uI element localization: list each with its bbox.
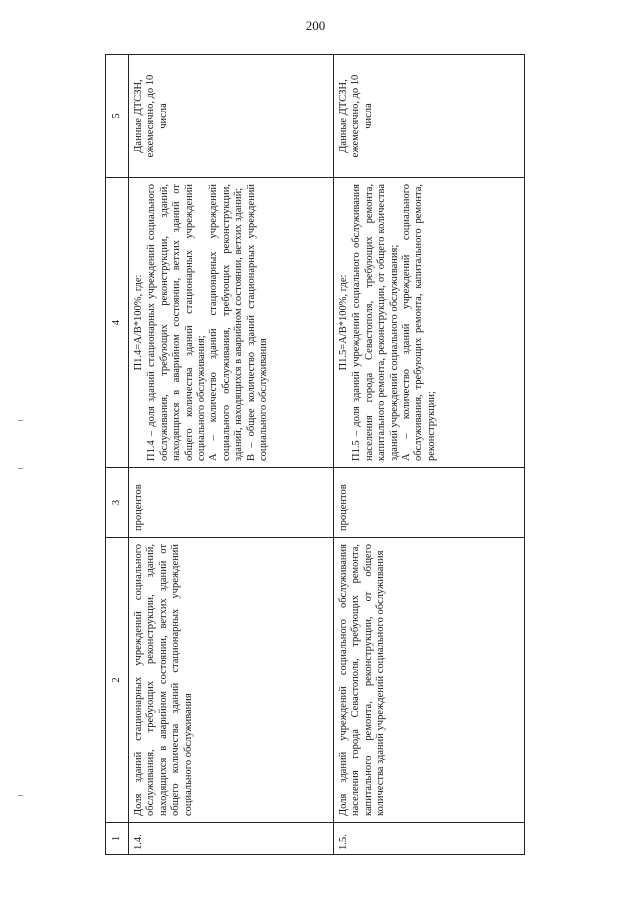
row-number: 1.5.: [334, 823, 525, 855]
formula: П1.4=А/В*100%, где:: [133, 274, 144, 371]
indicator-formula-cell: [129, 178, 334, 468]
formula-description: А – количество зданий учреждений социального обслуживания, требующих ремонта, капитального ремонта, реконструкции;: [401, 184, 437, 461]
indicators-table: [105, 54, 525, 855]
header-col-1: 1: [106, 823, 129, 855]
header-col-3: 3: [106, 468, 129, 538]
page-number: 200: [305, 18, 326, 33]
table-row: [129, 55, 334, 855]
data-source: Данные ДТСЗН, ежемесячно, до 10 числа: [129, 55, 334, 178]
scan-margin-mark: [18, 468, 23, 469]
header-col-4: 4: [106, 178, 129, 468]
indicator-name: Доля зданий стационарных учреждений социального обслуживания, требующих реконструкции, зданий, находящихся в аварийном состоянии, ветхих зданий от общего количества зданий стационарных учреждений социального обслуживания: [129, 538, 334, 823]
formula-description: В – общее количество зданий стационарных учреждений социального обслуживания: [245, 184, 270, 461]
row-number: 1.4.: [129, 823, 334, 855]
formula-description: П1.5 – доля зданий учреждений социального обслуживания населения города Севастополя, требующих ремонта, капитального ремонта, реконструкции, от общего количества зданий учреждений социального обслуживания;: [351, 184, 400, 461]
data-source: Данные ДТСЗН, ежемесячно, до 10 числа: [334, 55, 525, 178]
formula: П1.5=А/В*100%, где:: [338, 274, 349, 371]
table-row: [334, 55, 525, 855]
indicator-unit: процентов: [129, 468, 334, 538]
header-col-2: 2: [106, 538, 129, 823]
scan-margin-mark: [18, 420, 23, 421]
scan-margin-mark: [18, 795, 23, 796]
header-col-5: 5: [106, 55, 129, 178]
rotated-table-container: [105, 55, 525, 855]
indicator-name: Доля зданий учреждений социального обслуживания населения города Севастополя, требующих ремонта, капитального ремонта, реконструкции, от общего количества зданий учреждений социального обслуживания: [334, 538, 525, 823]
indicator-formula-cell: [334, 178, 525, 468]
table-header-row: [106, 55, 129, 855]
formula-description: А – количество зданий стационарных учреждений социального обслуживания, требующих реконструкции, зданий, находящихся в аварийном состоянии, ветхих зданий;: [208, 184, 245, 461]
formula-description: П1.4 – доля зданий стационарных учреждений социального обслуживания, требующих реконструкции, зданий, находящихся в аварийном состоянии, ветхих зданий от общего количества зданий стационарных учреждений социального обслуживания;: [146, 184, 208, 461]
indicator-unit: процентов: [334, 468, 525, 538]
